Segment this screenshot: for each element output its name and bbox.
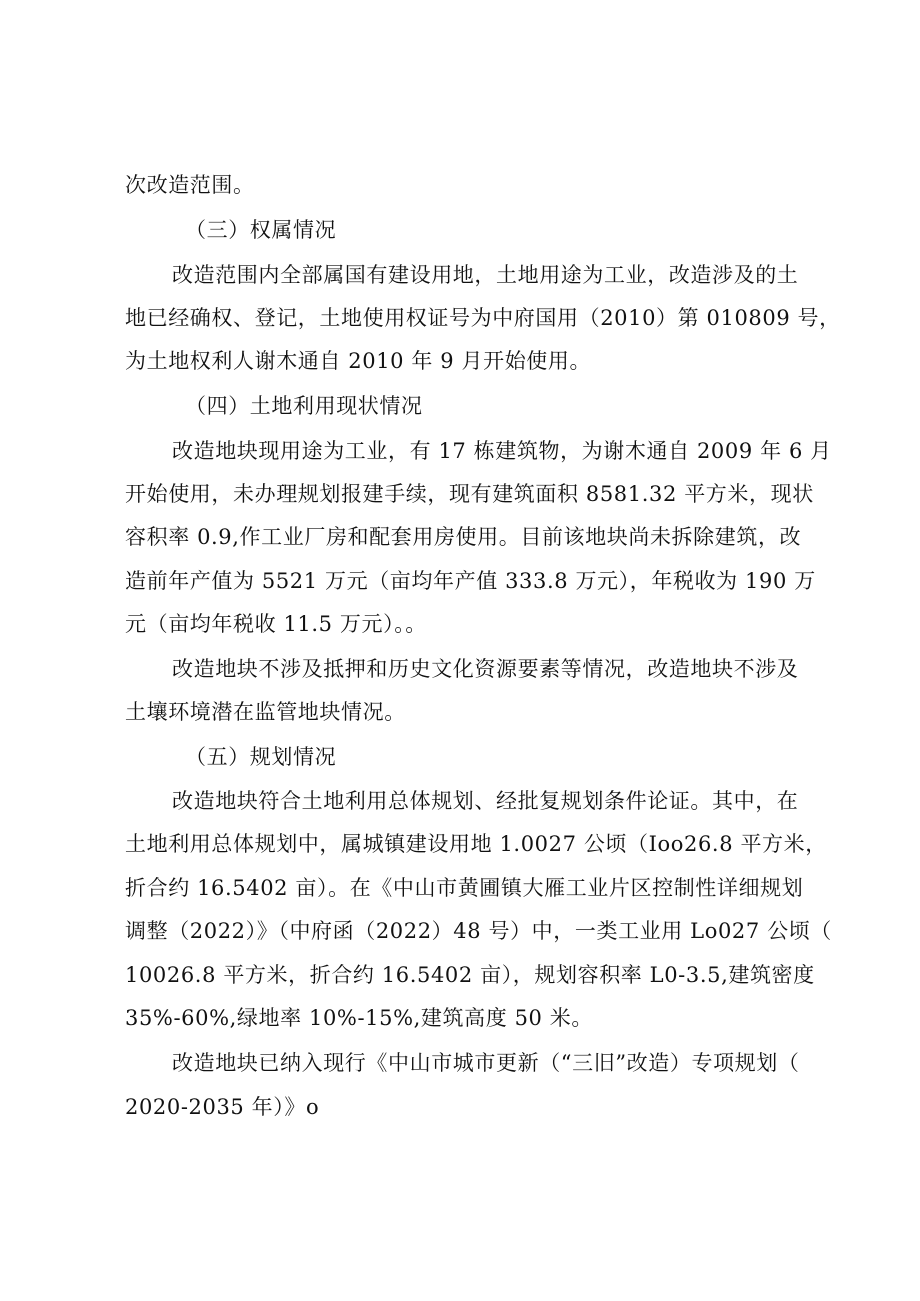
paragraph-line: 改造地块不涉及抵押和历史文化资源要素等情况，改造地块不涉及 (172, 657, 799, 681)
paragraph-line: 为土地权利人谢木通自 2010 年 9 月开始使用。 (125, 349, 592, 373)
paragraph-line: 容积率 0.9,作工业厂房和配套用房使用。目前该地块尚未拆除建筑，改 (125, 525, 802, 549)
paragraph-line: 土地利用总体规划中，属城镇建设用地 1.0027 公顷（Ioo26.8 平方米， (125, 832, 827, 856)
section-heading-ownership: （三）权属情况 (185, 218, 337, 242)
paragraph-line: 折合约 16.5402 亩）。在《中山市黄圃镇大雁工业片区控制性详细规划 (125, 876, 804, 900)
paragraph-line: 2020-2035 年）》o (125, 1095, 320, 1119)
paragraph-line: 元（亩均年税收 11.5 万元）。。 (125, 612, 427, 636)
paragraph-line: 改造范围内全部属国有建设用地，土地用途为工业，改造涉及的土 (172, 263, 799, 287)
paragraph-line: 次改造范围。 (125, 173, 255, 197)
paragraph-line: 造前年产值为 5521 万元（亩均年产值 333.8 万元），年税收为 190 万 (125, 569, 816, 593)
section-heading-planning: （五）规划情况 (185, 745, 337, 769)
paragraph-line: 改造地块已纳入现行《中山市城市更新（“三旧”改造）专项规划（ (172, 1051, 800, 1075)
paragraph-line: 开始使用，未办理规划报建手续，现有建筑面积 8581.32 平方米，现状 (125, 482, 814, 506)
paragraph-line: 调整（2022）》（中府函（2022）48 号）中，一类工业用 Lo027 公顷（ (125, 919, 832, 943)
paragraph-line: 改造地块现用途为工业，有 17 栋建筑物，为谢木通自 2009 年 6 月 (172, 439, 832, 463)
paragraph-line: 改造地块符合土地利用总体规划、经批复规划条件论证。其中，在 (172, 789, 799, 813)
paragraph-line: 35%-60%,绿地率 10%-15%,建筑高度 50 米。 (125, 1006, 593, 1030)
paragraph-line: 10026.8 平方米，折合约 16.5402 亩），规划容积率 L0-3.5,建筑密度 (125, 963, 815, 987)
paragraph-line: 土壤环境潜在监管地块情况。 (125, 700, 406, 724)
section-heading-land-use-status: （四）土地利用现状情况 (185, 394, 423, 418)
paragraph-line: 地已经确权、登记，土地使用权证号为中府国用（2010）第 010809 号， (125, 306, 841, 330)
